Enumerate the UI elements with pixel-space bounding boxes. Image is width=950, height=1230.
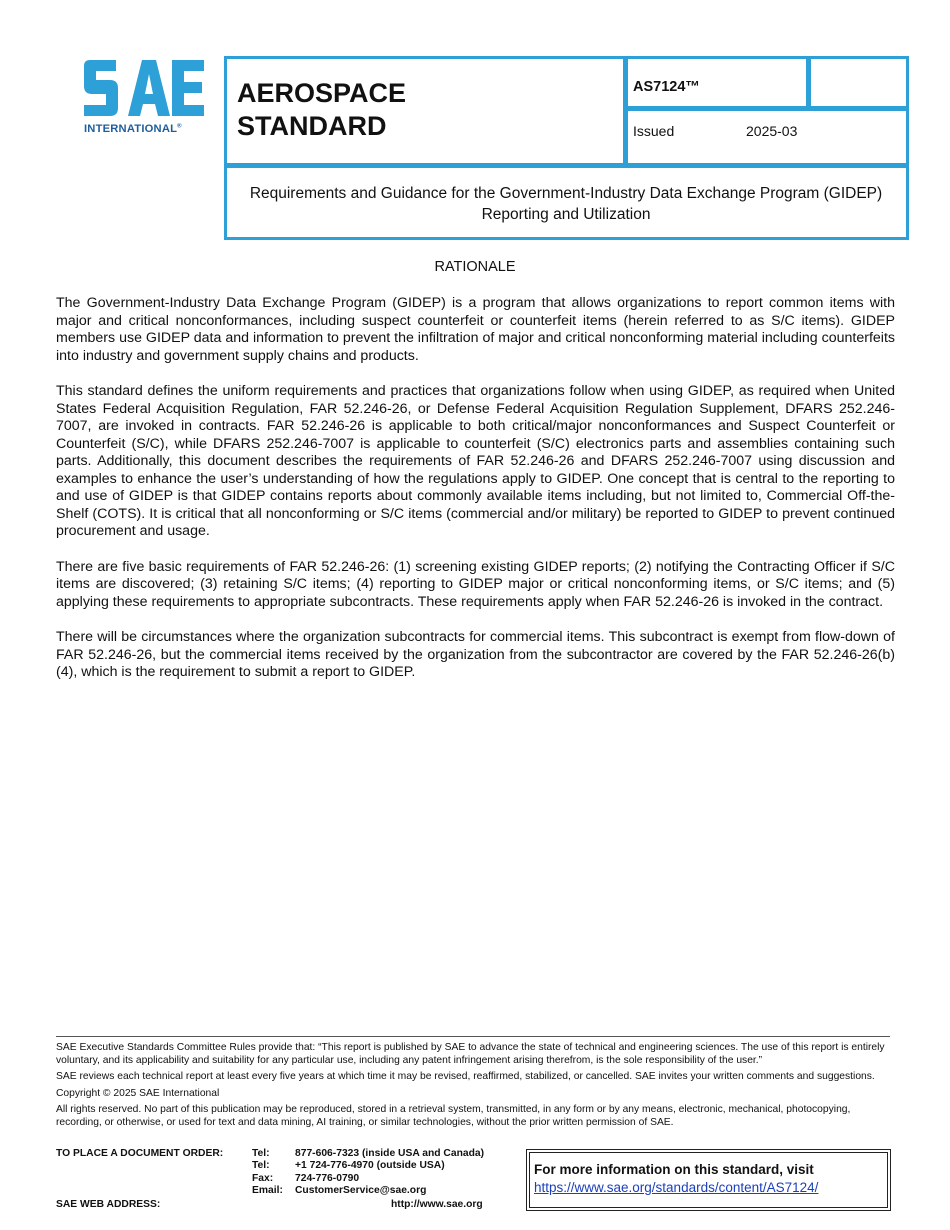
copyright-notice: Copyright © 2025 SAE International xyxy=(56,1087,220,1099)
blank-header-cell xyxy=(806,56,909,111)
issued-label: Issued xyxy=(633,123,675,139)
contact-key: Email: xyxy=(252,1184,283,1196)
registered-mark: ® xyxy=(177,123,182,130)
footer-divider xyxy=(56,1036,890,1037)
contact-value: 877-606-7323 (inside USA and Canada) xyxy=(295,1148,485,1159)
logo-wordmark xyxy=(84,123,182,135)
rationale-paragraph: This standard defines the uniform requirements and practices that organizations follow when using GIDEP, as required when United States Federal Acquisition Regulation, FAR 52.246-26, or Defense Federal Acquisition Regulation Supplement, DFARS 252.246-7007, are invoked in contracts. FAR 52.246-26 is applicable to both critical/major nonconformances and Suspect Counterfeit or Counterfeit (S/C), while DFARS 252.246-7007 is applicable to counterfeit (S/C) electronics parts and assemblies containing such parts. Additionally, this document describes the requirements of FAR 52.246-26 and DFARS 252.246-7007 using discussion and examples to enhance the user’s understanding of how the regulations apply to GIDEP. One concept that is central to the reporting to and use of GIDEP is that GIDEP contains reports about commonly available items including, but not limited to, Commercial Off-the-Shelf (COTS). It is critical that all nonconforming or S/C items (commercial and/or military) be reported to GIDEP to prevent continued procurement and usage. xyxy=(56,383,895,539)
rationale-paragraph: There will be circumstances where the organization subcontracts for commercial items. This subcontract is exempt from flow-down of FAR 52.246-26, but the commercial items received by the organization from the subcontractor are covered by the FAR 52.246-26(b)(4), which is the requirement to submit a report to GIDEP. xyxy=(56,629,895,680)
web-address-label: SAE WEB ADDRESS: xyxy=(56,1199,161,1210)
review-notice: SAE reviews each technical report at least every five years at which time it may be revised, reaffirmed, stabilized, or cancelled. SAE invites your written comments and suggestions. xyxy=(56,1071,875,1082)
document-title: Requirements and Guidance for the Government-Industry Data Exchange Program (GIDEP) Reporting and Utilization xyxy=(249,185,883,223)
more-info-text: For more information on this standard, visit xyxy=(534,1162,814,1177)
contact-email[interactable]: CustomerService@sae.org xyxy=(295,1184,427,1196)
standard-info-link[interactable]: https://www.sae.org/standards/content/AS7124/ xyxy=(534,1180,819,1195)
order-label: TO PLACE A DOCUMENT ORDER: xyxy=(56,1148,224,1159)
rights-notice: All rights reserved. No part of this publication may be reproduced, stored in a retrieval system, transmitted, in any form or by any means, electronic, mechanical, photocopying, recording, or otherwise, or used for text and data mining, AI training, or similar technologies, without the prior written permission of SAE. xyxy=(56,1104,851,1128)
rationale-body xyxy=(56,295,895,700)
contact-key: Fax: xyxy=(252,1172,274,1184)
contact-key: Tel: xyxy=(252,1148,270,1159)
standard-type: AEROSPACE STANDARD xyxy=(237,78,407,141)
committee-rules-notice: SAE Executive Standards Committee Rules provide that: “This report is published by SAE to advance the state of technical and engineering sciences. The use of this report is entirely voluntary, and its applicability and suitability for any particular use, including any patent infringement arising therefrom, is the sole responsibility of the user.” xyxy=(56,1042,885,1066)
rationale-paragraph: The Government-Industry Data Exchange Program (GIDEP) is a program that allows organizations to report common items with major and critical nonconformances, including suspect counterfeit or counterfeit items (herein referred to as S/C items). GIDEP members use GIDEP data and information to prevent the infiltration of major and critical nonconforming material including counterfeits into industry and government supply chains and products. xyxy=(56,295,895,364)
contact-key: Tel: xyxy=(252,1160,270,1172)
contact-value: +1 724-776-4970 (outside USA) xyxy=(295,1160,445,1172)
contact-value: 724-776-0790 xyxy=(295,1172,360,1184)
footer-notices xyxy=(56,1042,896,1133)
web-address-link[interactable]: http://www.sae.org xyxy=(391,1199,483,1210)
rationale-heading: RATIONALE xyxy=(434,259,516,275)
rationale-paragraph: There are five basic requirements of FAR 52.246-26: (1) screening existing GIDEP reports; (2) notifying the Contracting Officer if S/C items are discovered; (3) retaining S/C items; (4) reporting to GIDEP major or critical nonconforming items, or S/C items; and (5) applying these requirements to appropriate subcontracts. These requirements apply when FAR 52.246-26 is invoked in the contract. xyxy=(56,558,895,610)
issued-date: 2025-03 xyxy=(746,123,798,139)
logo-wordmark-text: INTERNATIONAL xyxy=(84,123,178,135)
doc-number: AS7124™ xyxy=(633,79,700,95)
